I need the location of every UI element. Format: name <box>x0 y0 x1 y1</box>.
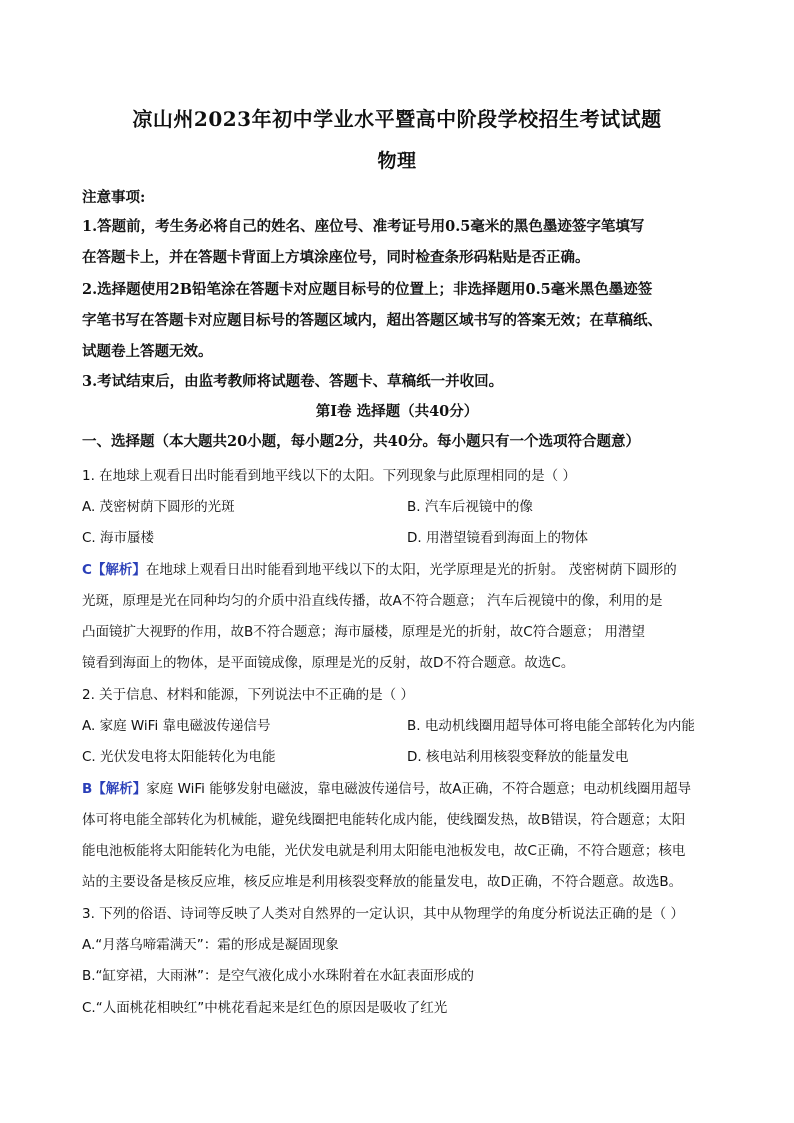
notes-line: 字笔书写在答题卡对应题目标号的答题区域内，超出答题区域书写的答案无效；在草稿纸、 <box>82 312 662 329</box>
exam-title: 凉山州2023年初中学业水平暨高中阶段学校招生考试试题 <box>132 107 662 131</box>
question-stem: 2. 关于信息、材料和能源，下列说法中不正确的是（ ） <box>82 687 414 703</box>
question-stem: 1. 在地球上观看日出时能看到地平线以下的太阳。下列现象与此原理相同的是（ ） <box>82 468 576 484</box>
analysis-line: 光斑，原理是光在同种均匀的介质中沿直线传播，故A不符合题意； 汽车后视镜中的像，利用的是 <box>82 593 663 609</box>
analysis-line: 凸面镜扩大视野的作用，故B不符合题意；海市蜃楼，原理是光的折射，故C符合题意； 用潜望 <box>82 624 645 640</box>
option-d: D. 用潜望镜看到海面上的物体 <box>407 530 588 546</box>
question-stem: 3. 下列的俗语、诗词等反映了人类对自然界的一定认识，其中从物理学的角度分析说法正确的是（ ） <box>82 906 684 922</box>
part-instructions: 一、选择题（本大题共20小题，每小题2分，共40分。每小题只有一个选项符合题意） <box>82 433 640 450</box>
analysis-text: 在地球上观看日出时能看到地平线以下的太阳，光学原理是光的折射。 茂密树荫下圆形的 <box>145 562 677 578</box>
option-a: A. 茂密树荫下圆形的光斑 <box>82 499 235 515</box>
option-a: A.“月落乌啼霜满天”：霜的形成是凝固现象 <box>82 937 339 953</box>
notes-line: 3.考试结束后，由监考教师将试题卷、答题卡、草稿纸一并收回。 <box>82 373 504 390</box>
option-d: D. 核电站利用核裂变释放的能量发电 <box>407 749 629 765</box>
notes-heading: 注意事项: <box>82 189 146 206</box>
answer-tag: B【解析】 <box>82 781 147 797</box>
notes-line: 2.选择题使用2B铅笔涂在答题卡对应题目标号的位置上；非选择题用0.5毫米黑色墨迹签 <box>82 281 653 298</box>
analysis-line <box>82 777 714 801</box>
answer-tag: C【解析】 <box>82 562 146 578</box>
subject-title: 物理 <box>377 150 417 172</box>
option-c: C.“人面桃花相映红”中桃花看起来是红色的原因是吸收了红光 <box>82 1000 448 1016</box>
analysis-line: 站的主要设备是核反应堆，核反应堆是利用核裂变释放的能量发电，故D正确，不符合题意。故选B。 <box>82 874 683 890</box>
analysis-line: 体可将电能全部转化为机械能，避免线圈把电能转化成内能，使线圈发热，故B错误，符合题意；太阳 <box>82 812 686 828</box>
option-b: B. 电动机线圈用超导体可将电能全部转化为内能 <box>407 718 695 734</box>
analysis-line: 镜看到海面上的物体，是平面镜成像，原理是光的反射，故D不符合题意。故选C。 <box>82 655 575 671</box>
option-a: A. 家庭 WiFi 靠电磁波传递信号 <box>82 718 271 734</box>
analysis-line: 能电池板能将太阳能转化为电能，光伏发电就是利用太阳能电池板发电，故C正确，不符合题意；核电 <box>82 843 686 859</box>
section-title: 第Ⅰ卷 选择题（共40分） <box>315 403 479 420</box>
option-b: B.“缸穿裙，大雨淋”：是空气液化成小水珠附着在水缸表面形成的 <box>82 968 475 984</box>
notes-line: 在答题卡上，并在答题卡背面上方填涂座位号，同时检查条形码粘贴是否正确。 <box>82 249 590 266</box>
analysis-text: 家庭 WiFi 能够发射电磁波，靠电磁波传递信号，故A正确，不符合题意；电动机线圈用超导 <box>146 781 691 797</box>
option-c: C. 海市蜃楼 <box>82 530 155 546</box>
option-b: B. 汽车后视镜中的像 <box>407 499 533 515</box>
analysis-line <box>82 558 714 582</box>
notes-line: 1.答题前，考生务必将自己的姓名、座位号、准考证号用0.5毫米的黑色墨迹签字笔填写 <box>82 218 645 235</box>
option-c: C. 光伏发电将太阳能转化为电能 <box>82 749 276 765</box>
notes-line: 试题卷上答题无效。 <box>82 343 213 360</box>
